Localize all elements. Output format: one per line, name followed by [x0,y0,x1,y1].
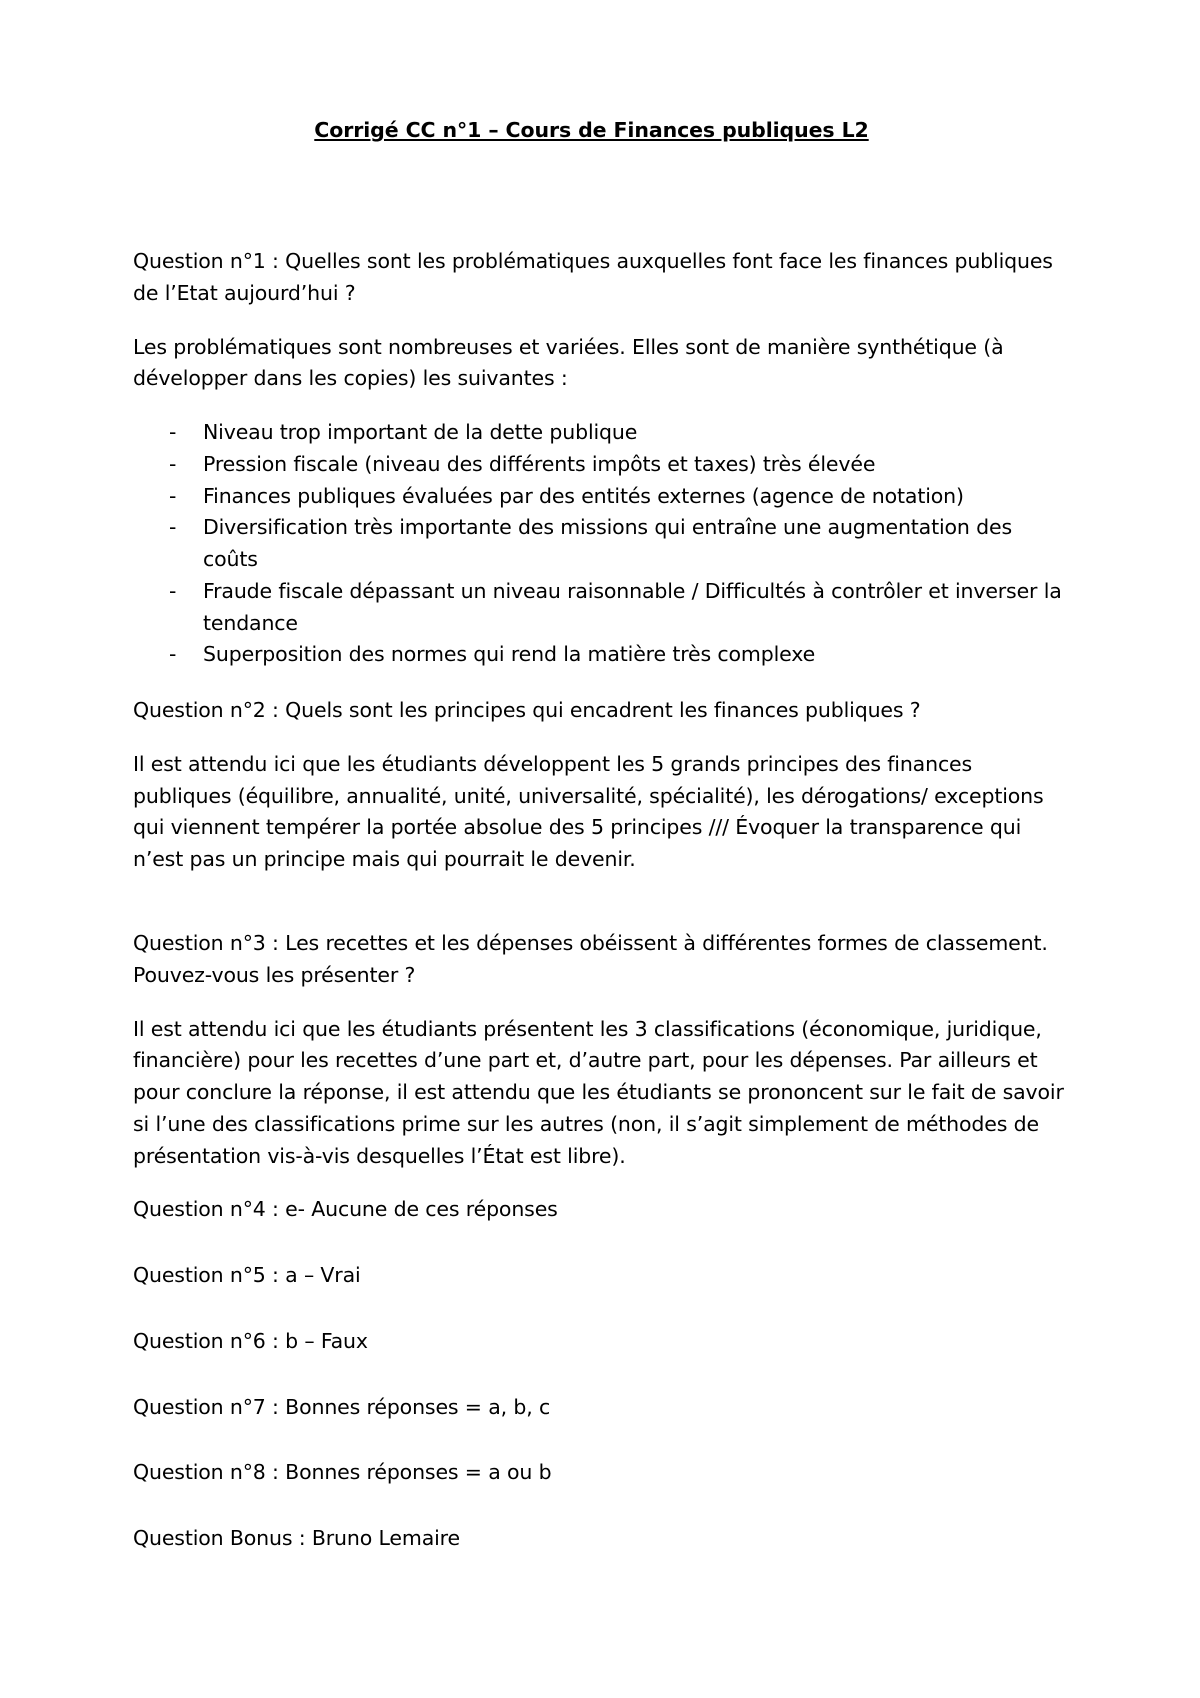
list-item [133,417,1070,449]
dash-bullet-icon: - [169,483,177,508]
question-1-heading: Question n°1 : Quelles sont les problématiques auxquelles font face les finances publiques de l’Etat aujourd’hui ? [133,249,1053,305]
question-1-intro: Les problématiques sont nombreuses et variées. Elles sont de manière synthétique (à développer dans les copies) les suivantes : [133,334,1004,391]
question-bonus-answer: Question Bonus : Bruno Lemaire [133,1526,460,1551]
dash-bullet-icon: - [169,451,177,476]
question-5-answer: Question n°5 : a – Vrai [133,1263,361,1288]
title-spacer [133,142,1070,246]
question-2-heading: Question n°2 : Quels sont les principes qui encadrent les finances publiques ? [133,698,921,723]
list-item-label: Pression fiscale (niveau des différents impôts et taxes) très élevée [203,451,876,476]
page-title: Corrigé CC n°1 – Cours de Finances publiques L2 [314,118,869,142]
list-item-label: Superposition des normes qui rend la matière très complexe [203,642,816,667]
question-1-bullet-list [133,417,1070,671]
dash-bullet-icon: - [169,578,177,603]
list-item [133,449,1070,481]
question-8-answer: Question n°8 : Bonnes réponses = a ou b [133,1460,552,1485]
list-item-label: Niveau trop important de la dette publique [203,420,638,445]
list-item [133,481,1070,513]
list-item [133,639,1070,671]
question-6-answer: Question n°6 : b – Faux [133,1328,368,1353]
list-item-label: Fraude fiscale dépassant un niveau raisonnable / Difficultés à contrôler et inverser la tendance [203,578,1062,635]
dash-bullet-icon: - [169,642,177,667]
question-3-answer: Il est attendu ici que les étudiants présentent les 3 classifications (économique, juridique, financière) pour les recettes d’une part et, d’autre part, pour les dépenses. Par ailleurs et pour conclure la réponse, il est attendu que les étudiants se prononcent sur le fait de savoir si l’une des classifications prime sur les autres (non, il s’agit simplement de méthodes de présentation vis-à-vis desquelles l’État est libre). [133,1016,1064,1168]
list-item-label: Diversification très importante des missions qui entraîne une augmentation des coûts [203,515,1012,572]
dash-bullet-icon: - [169,515,177,540]
question-4-answer: Question n°4 : e- Aucune de ces réponses [133,1197,558,1222]
list-item [133,576,1070,640]
list-item [133,512,1070,576]
short-answers-section [133,1194,1070,1555]
question-7-answer: Question n°7 : Bonnes réponses = a, b, c [133,1394,551,1419]
list-item-label: Finances publiques évaluées par des entités externes (agence de notation) [203,483,964,508]
section-gap [133,898,1070,928]
question-2-answer: Il est attendu ici que les étudiants développent les 5 grands principes des finances publiques (équilibre, annualité, unité, universalité, spécialité), les dérogations/ exceptions qui viennent tempérer la portée absolue des 5 principes /// Évoquer la transparence qui n’est pas un principe mais qui pourrait le devenir. [133,751,1044,872]
question-3-heading: Question n°3 : Les recettes et les dépenses obéissent à différentes formes de classement. Pouvez-vous les présenter ? [133,931,1048,987]
dash-bullet-icon: - [169,420,177,445]
